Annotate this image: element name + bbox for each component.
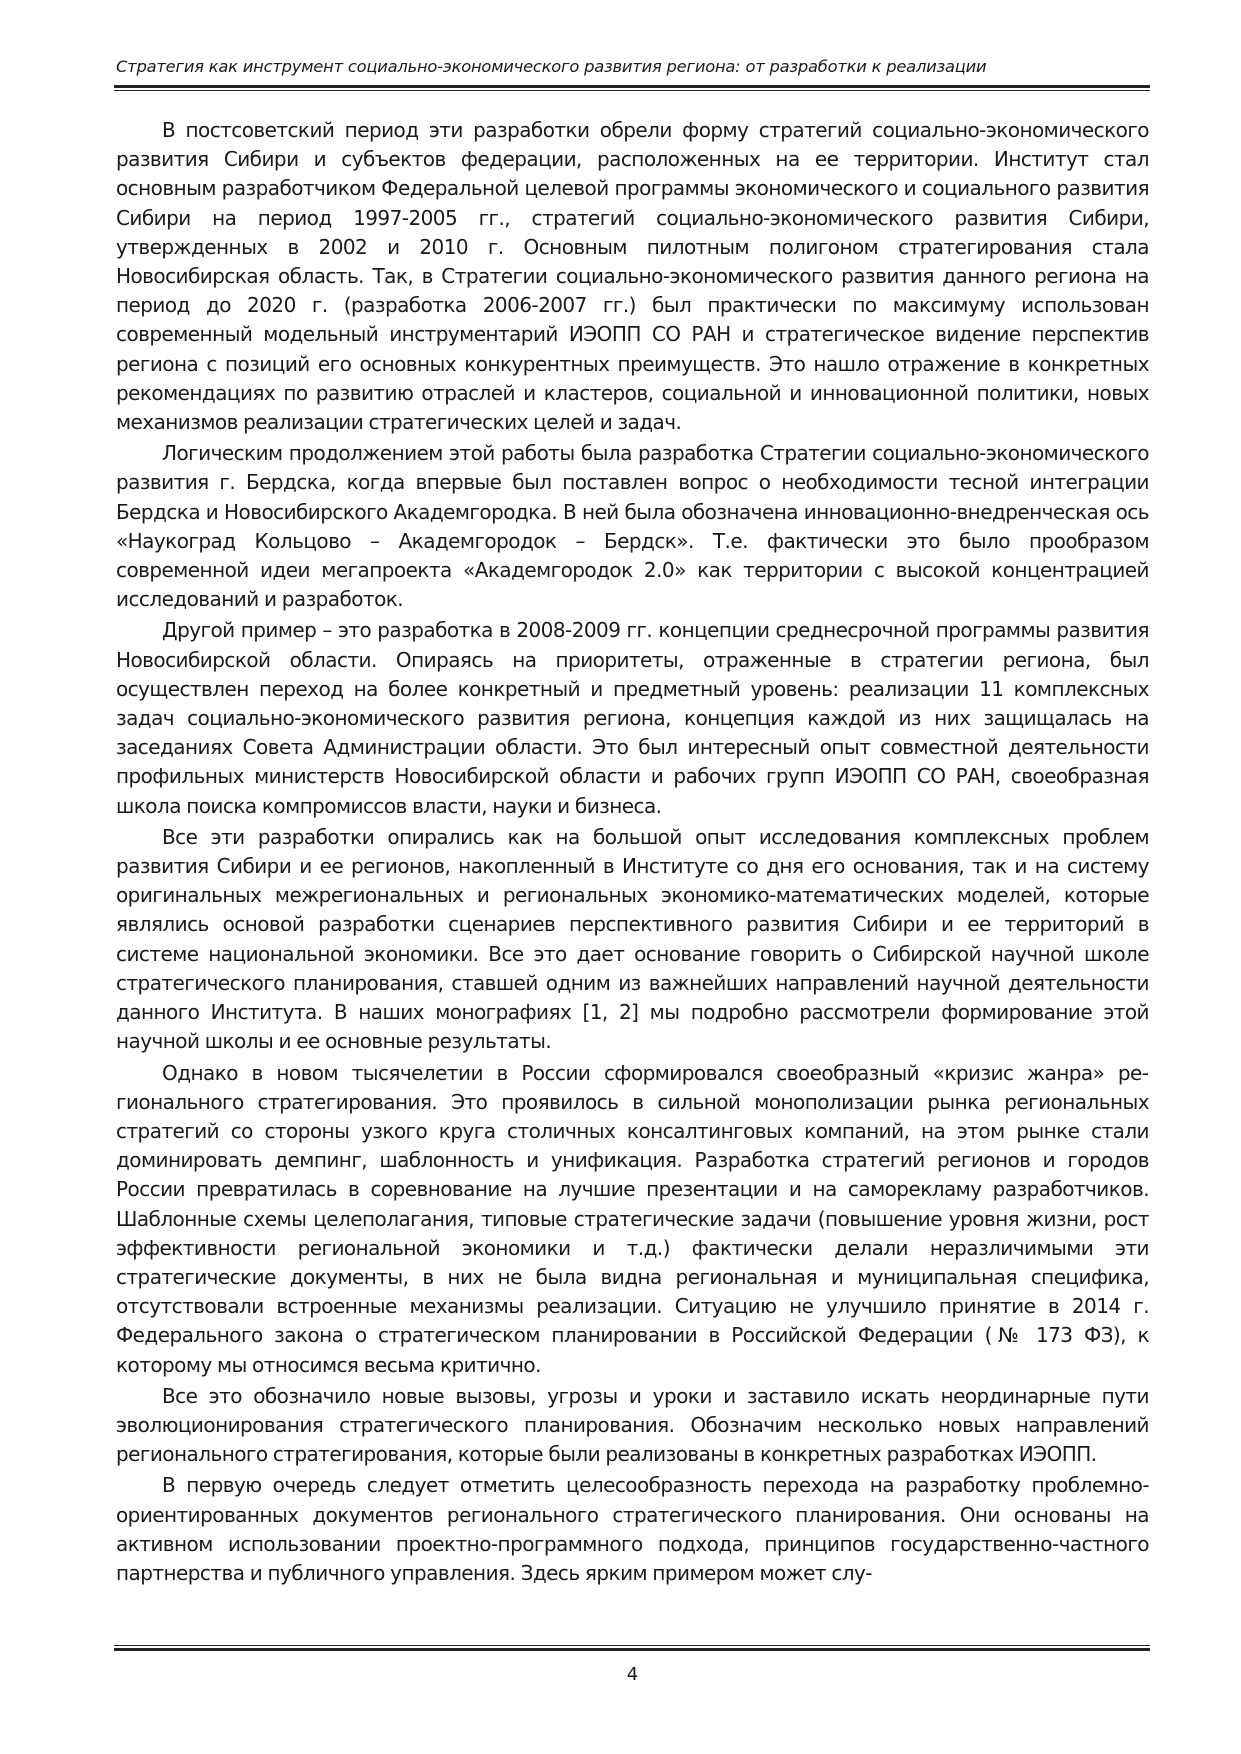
- paragraph: Однако в новом тысячелетии в России сформировался своеобразный «кризис жанра» регионального стратегирования. Это проявилось в сильной монополизации рынка региональных стратегий со стороны узкого круга столичных консалтинговых компаний, на этом рынке стали доминировать демпинг, шаблонность и унификация. Разработка стратегий регионов и городов России превратилась в соревнование на лучшие презентации и на саморекламу разработчиков. Шаблонные схемы целеполагания, типовые стратегические задачи (повышение уровня жизни, рост эффективности региональной экономики и т.д.) фактически делали неразличимыми эти стратегические документы, в них не была видна региональная и муниципальная специфика, отсутствовали встроенные механизмы реализации. Ситуацию не улучшило принятие в 2014 г. Федерального закона о стратегическом планировании в Российской Федерации (№ 173 ФЗ), к которому мы относимся весьма критично.: [116, 1060, 1149, 1377]
- footer-rule-thin: [114, 1645, 1150, 1646]
- paragraph: В постсоветский период эти разработки обрели форму стратегий социально-экономического развития Сибири и субъектов федерации, расположенных на ее территории. Институт стал основным разработчиком Федеральной целевой программы экономического и социального развития Сибири на период 1997-2005 гг., стратегий социально-экономического развития Сибири, утвержденных в 2002 и 2010 г. Основным пилотным полигоном стратегирования стала Новосибирская область. Так, в Стратегии социально-экономического развития данного региона на период до 2020 г. (разработка 2006-2007 гг.) был практически по максимуму использован современный модельный инструментарий ИЭОПП СО РАН и стратегическое видение перспектив региона с позиций его основных конкурентных преимуществ. Это нашло отражение в конкретных рекомендациях по развитию отраслей и кластеров, социальной и инновационной политики, новых механизмов реализации стратегических целей и задач.: [116, 118, 1149, 435]
- paragraph: В первую очередь следует отметить целесообразность перехода на разработку проблемно-ориентированных документов регионального стратегического планирования. Они основаны на активном использовании проектно-программного подхода, принципов государственно-частного партнерства и публичного управления. Здесь ярким примером может слу-: [116, 1473, 1149, 1585]
- paragraph: Другой пример – это разработка в 2008-2009 гг. концепции среднесрочной программы развития Новосибирской области. Опираясь на приоритеты, отраженные в стратегии региона, был осуществлен переход на более конкретный и предметный уровень: реализации 11 комплексных задач социально-экономического развития региона, концепция каждой из них защищалась на заседаниях Совета Администрации области. Это был интересный опыт совместной деятельности профильных министерств Новосибирской области и рабочих групп ИЭОПП СО РАН, своеобразная школа поиска компромиссов власти, науки и бизнеса.: [116, 618, 1149, 818]
- page-number: 4: [626, 1664, 639, 1685]
- paragraph: Логическим продолжением этой работы была разработка Стратегии социально-экономического развития г. Бердска, когда впервые был поставлен вопрос о необходимости тесной интеграции Бердска и Новосибирского Академгородка. В ней была обозначена инновационно-внедренческая ось «Наукоград Кольцово – Академгородок – Бердск». Т.е. фактически это было прообразом современной идеи мегапроекта «Академгородок 2.0» как территории с высокой концентрацией исследований и разработок.: [116, 441, 1149, 612]
- paragraph: Все эти разработки опирались как на большой опыт исследования комплексных проблем развития Сибири и ее регионов, накопленный в Институте со дня его основания, так и на систему оригинальных межрегиональных и региональных экономико-математических моделей, которые являлись основой разработки сценариев перспективного развития Сибири и ее территорий в системе национальной экономики. Все это дает основание говорить о Сибирской научной школе стратегического планирования, ставшей одним из важнейших направлений научной деятельности данного Института. В наших монографиях [1, 2] мы подробно рассмотрели формирование этой научной школы и ее основные результаты.: [116, 824, 1149, 1054]
- running-header: Стратегия как инструмент социально-экономического развития региона: от разработки к реализации: [116, 57, 987, 76]
- header-rule-thin: [114, 90, 1150, 91]
- body-text: [116, 116, 1149, 1590]
- paragraph: Все это обозначило новые вызовы, угрозы и уроки и заставило искать неординарные пути эволюционирования стратегического планирования. Обозначим несколько новых направлений регионального стратегирования, которые были реализованы в конкретных разработках ИЭОПП.: [116, 1383, 1149, 1467]
- footer-rule-thick: [114, 1648, 1150, 1651]
- header-rule-thick: [114, 85, 1150, 88]
